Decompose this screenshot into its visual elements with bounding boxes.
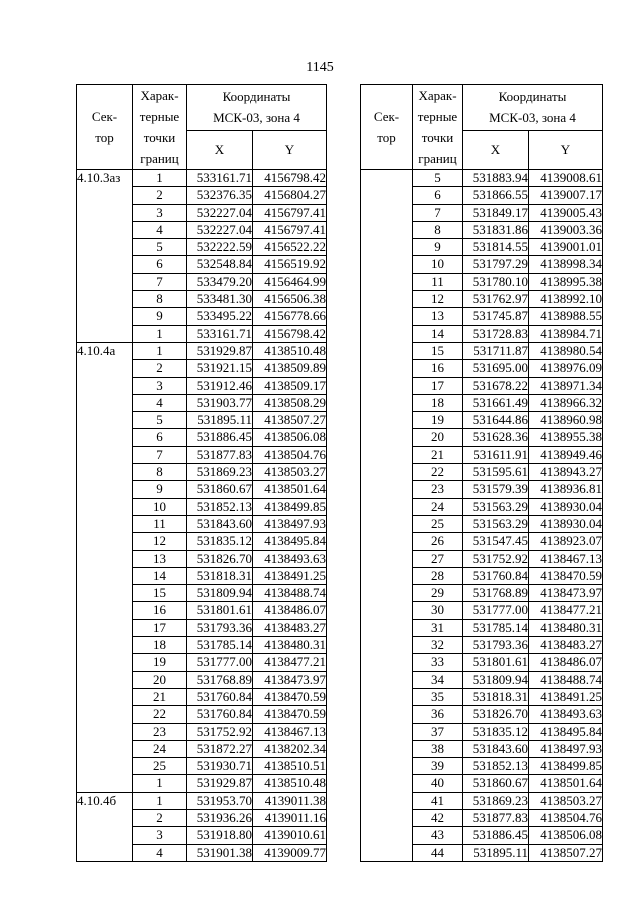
- x-cell: 531835.12: [187, 533, 253, 550]
- y-cell: 4138998.34: [529, 256, 603, 273]
- x-cell: 531711.87: [463, 342, 529, 359]
- point-cell: 41: [413, 792, 463, 809]
- point-cell: 7: [133, 446, 187, 463]
- x-cell: 531678.22: [463, 377, 529, 394]
- y-cell: 4156464.99: [253, 273, 327, 290]
- x-cell: 531814.55: [463, 239, 529, 256]
- point-cell: 32: [413, 637, 463, 654]
- point-cell: 1: [133, 325, 187, 342]
- table-row: [77, 170, 327, 187]
- y-cell: 4138483.27: [529, 637, 603, 654]
- point-cell: 5: [133, 239, 187, 256]
- y-cell: 4139011.16: [253, 809, 327, 826]
- x-cell: 531826.70: [187, 550, 253, 567]
- x-cell: 531929.87: [187, 342, 253, 359]
- y-cell: 4138508.29: [253, 394, 327, 411]
- coords-header-line: Координаты: [498, 89, 567, 105]
- point-cell: 6: [133, 429, 187, 446]
- y-header: Y: [529, 130, 603, 169]
- coords-header: [463, 85, 603, 131]
- point-cell: 29: [413, 585, 463, 602]
- points-header: [133, 85, 187, 170]
- y-cell: 4139003.36: [529, 221, 603, 238]
- x-cell: 531563.29: [463, 498, 529, 515]
- x-cell: 531768.89: [463, 585, 529, 602]
- y-cell: 4138488.74: [253, 585, 327, 602]
- point-cell: 1: [133, 342, 187, 359]
- point-cell: 20: [413, 429, 463, 446]
- x-cell: 531849.17: [463, 204, 529, 221]
- y-cell: 4138483.27: [253, 619, 327, 636]
- x-cell: 531826.70: [463, 706, 529, 723]
- point-cell: 2: [133, 187, 187, 204]
- y-cell: 4138510.48: [253, 775, 327, 792]
- y-cell: 4139008.61: [529, 170, 603, 187]
- x-cell: 531695.00: [463, 360, 529, 377]
- x-cell: 533161.71: [187, 170, 253, 187]
- y-cell: 4138473.97: [529, 585, 603, 602]
- point-cell: 28: [413, 567, 463, 584]
- x-cell: 531762.97: [463, 291, 529, 308]
- y-cell: 4138506.08: [529, 827, 603, 844]
- point-cell: 18: [413, 394, 463, 411]
- point-cell: 1: [133, 792, 187, 809]
- sector-header: [361, 85, 413, 170]
- point-cell: 8: [133, 291, 187, 308]
- y-cell: 4138493.63: [529, 706, 603, 723]
- points-header-line: терные: [417, 109, 458, 124]
- table-row: [361, 170, 603, 187]
- points-header: [413, 85, 463, 170]
- x-cell: 531809.94: [187, 585, 253, 602]
- x-cell: 531877.83: [463, 809, 529, 826]
- sector-cell: 4.10.4а: [77, 342, 133, 792]
- x-cell: 531793.36: [463, 637, 529, 654]
- point-cell: 19: [133, 654, 187, 671]
- x-cell: 531752.92: [463, 550, 529, 567]
- x-cell: 531895.11: [187, 412, 253, 429]
- point-cell: 15: [413, 342, 463, 359]
- coordinates-table-left: [76, 84, 327, 862]
- point-cell: 23: [133, 723, 187, 740]
- point-cell: 36: [413, 706, 463, 723]
- y-cell: 4139005.43: [529, 204, 603, 221]
- x-cell: 531831.86: [463, 221, 529, 238]
- x-cell: 531801.61: [187, 602, 253, 619]
- x-cell: 531895.11: [463, 844, 529, 861]
- point-cell: 18: [133, 637, 187, 654]
- points-header-line: границ: [140, 151, 179, 166]
- point-cell: 2: [133, 360, 187, 377]
- point-cell: 43: [413, 827, 463, 844]
- x-cell: 531929.87: [187, 775, 253, 792]
- point-cell: 35: [413, 688, 463, 705]
- point-cell: 21: [413, 446, 463, 463]
- y-cell: 4138503.27: [253, 464, 327, 481]
- y-cell: 4138984.71: [529, 325, 603, 342]
- point-cell: 22: [133, 706, 187, 723]
- point-cell: 21: [133, 688, 187, 705]
- x-cell: 531595.61: [463, 464, 529, 481]
- table-header: [77, 85, 327, 170]
- point-cell: 1: [133, 775, 187, 792]
- point-cell: 34: [413, 671, 463, 688]
- x-cell: 531793.36: [187, 619, 253, 636]
- point-cell: 37: [413, 723, 463, 740]
- y-cell: 4138486.07: [253, 602, 327, 619]
- x-cell: 531745.87: [463, 308, 529, 325]
- y-cell: 4156797.41: [253, 221, 327, 238]
- x-cell: 531728.83: [463, 325, 529, 342]
- x-cell: 531866.55: [463, 187, 529, 204]
- y-cell: 4138976.09: [529, 360, 603, 377]
- x-cell: 531611.91: [463, 446, 529, 463]
- point-cell: 25: [413, 515, 463, 532]
- x-cell: 531547.45: [463, 533, 529, 550]
- point-cell: 17: [413, 377, 463, 394]
- x-cell: 532376.35: [187, 187, 253, 204]
- point-cell: 15: [133, 585, 187, 602]
- point-cell: 2: [133, 809, 187, 826]
- y-cell: 4156797.41: [253, 204, 327, 221]
- point-cell: 24: [413, 498, 463, 515]
- point-cell: 12: [133, 533, 187, 550]
- y-cell: 4156778.66: [253, 308, 327, 325]
- y-cell: 4138467.13: [529, 550, 603, 567]
- point-cell: 3: [133, 204, 187, 221]
- y-cell: 4138503.27: [529, 792, 603, 809]
- x-cell: 533161.71: [187, 325, 253, 342]
- x-cell: 531852.13: [463, 758, 529, 775]
- points-header-line: Харак-: [418, 88, 457, 103]
- point-cell: 11: [413, 273, 463, 290]
- point-cell: 6: [413, 187, 463, 204]
- point-cell: 9: [133, 308, 187, 325]
- y-cell: 4138509.17: [253, 377, 327, 394]
- y-cell: 4138509.89: [253, 360, 327, 377]
- y-cell: 4139001.01: [529, 239, 603, 256]
- y-cell: 4138473.97: [253, 671, 327, 688]
- y-cell: 4139007.17: [529, 187, 603, 204]
- point-cell: 23: [413, 481, 463, 498]
- x-cell: 531644.86: [463, 412, 529, 429]
- points-header-line: Харак-: [140, 88, 179, 103]
- point-cell: 33: [413, 654, 463, 671]
- table-row: [77, 342, 327, 359]
- x-cell: 531953.70: [187, 792, 253, 809]
- point-cell: 10: [413, 256, 463, 273]
- y-cell: 4138470.59: [253, 706, 327, 723]
- sector-header-line: Сек-: [373, 109, 400, 124]
- x-cell: 533479.20: [187, 273, 253, 290]
- y-cell: 4138493.63: [253, 550, 327, 567]
- x-cell: 531883.94: [463, 170, 529, 187]
- x-cell: 531818.31: [463, 688, 529, 705]
- coords-header-line: Координаты: [222, 89, 291, 105]
- x-cell: 531901.38: [187, 844, 253, 861]
- table-body-right: [361, 170, 603, 862]
- point-cell: 13: [413, 308, 463, 325]
- point-cell: 8: [413, 221, 463, 238]
- y-cell: 4138470.59: [253, 688, 327, 705]
- point-cell: 7: [413, 204, 463, 221]
- point-cell: 20: [133, 671, 187, 688]
- point-cell: 25: [133, 758, 187, 775]
- y-header: Y: [253, 130, 327, 169]
- point-cell: 31: [413, 619, 463, 636]
- y-cell: 4138495.84: [529, 723, 603, 740]
- point-cell: 22: [413, 464, 463, 481]
- point-cell: 16: [133, 602, 187, 619]
- point-cell: 3: [133, 827, 187, 844]
- y-cell: 4138943.27: [529, 464, 603, 481]
- x-cell: 531563.29: [463, 515, 529, 532]
- x-cell: 531877.83: [187, 446, 253, 463]
- y-cell: 4138507.27: [253, 412, 327, 429]
- point-cell: 12: [413, 291, 463, 308]
- x-cell: 532227.04: [187, 221, 253, 238]
- point-cell: 5: [413, 170, 463, 187]
- x-header: X: [463, 130, 529, 169]
- sector-header-line: Сек-: [91, 109, 118, 124]
- coordinates-table-right: [360, 84, 603, 862]
- sector-cell: 4.10.4б: [77, 792, 133, 861]
- y-cell: 4138995.38: [529, 273, 603, 290]
- x-cell: 531835.12: [463, 723, 529, 740]
- x-cell: 532222.59: [187, 239, 253, 256]
- x-cell: 531930.71: [187, 758, 253, 775]
- x-cell: 531760.84: [463, 567, 529, 584]
- x-cell: 531872.27: [187, 740, 253, 757]
- point-cell: 6: [133, 256, 187, 273]
- x-cell: 531818.31: [187, 567, 253, 584]
- x-cell: 531628.36: [463, 429, 529, 446]
- y-cell: 4138499.85: [529, 758, 603, 775]
- x-cell: 533495.22: [187, 308, 253, 325]
- y-cell: 4138480.31: [529, 619, 603, 636]
- y-cell: 4156798.42: [253, 170, 327, 187]
- x-cell: 531785.14: [463, 619, 529, 636]
- sector-cell: 4.10.3аз: [77, 170, 133, 343]
- point-cell: 4: [133, 844, 187, 861]
- x-cell: 531886.45: [463, 827, 529, 844]
- points-header-line: точки: [143, 130, 176, 145]
- coords-header: [187, 85, 327, 131]
- y-cell: 4138491.25: [529, 688, 603, 705]
- point-cell: 24: [133, 740, 187, 757]
- y-cell: 4156798.42: [253, 325, 327, 342]
- y-cell: 4138971.34: [529, 377, 603, 394]
- y-cell: 4138980.54: [529, 342, 603, 359]
- table-header: [361, 85, 603, 170]
- point-cell: 27: [413, 550, 463, 567]
- y-cell: 4138510.48: [253, 342, 327, 359]
- x-cell: 531579.39: [463, 481, 529, 498]
- y-cell: 4138495.84: [253, 533, 327, 550]
- point-cell: 39: [413, 758, 463, 775]
- y-cell: 4138949.46: [529, 446, 603, 463]
- page-number: 1145: [306, 60, 334, 75]
- x-cell: 531912.46: [187, 377, 253, 394]
- coords-header-line: МСК-03, зона 4: [213, 110, 300, 126]
- x-cell: 531918.80: [187, 827, 253, 844]
- y-cell: 4138480.31: [253, 637, 327, 654]
- y-cell: 4156519.92: [253, 256, 327, 273]
- y-cell: 4139009.77: [253, 844, 327, 861]
- point-cell: 42: [413, 809, 463, 826]
- y-cell: 4138966.32: [529, 394, 603, 411]
- y-cell: 4138506.08: [253, 429, 327, 446]
- y-cell: 4138507.27: [529, 844, 603, 861]
- table-body-left: [77, 170, 327, 862]
- x-cell: 531936.26: [187, 809, 253, 826]
- y-cell: 4138202.34: [253, 740, 327, 757]
- x-cell: 531886.45: [187, 429, 253, 446]
- point-cell: 10: [133, 498, 187, 515]
- y-cell: 4138504.76: [253, 446, 327, 463]
- points-header-line: точки: [421, 130, 454, 145]
- point-cell: 9: [413, 239, 463, 256]
- y-cell: 4138501.64: [529, 775, 603, 792]
- y-cell: 4138936.81: [529, 481, 603, 498]
- x-header: X: [187, 130, 253, 169]
- point-cell: 8: [133, 464, 187, 481]
- point-cell: 38: [413, 740, 463, 757]
- y-cell: 4138923.07: [529, 533, 603, 550]
- point-cell: 13: [133, 550, 187, 567]
- y-cell: 4138488.74: [529, 671, 603, 688]
- x-cell: 531768.89: [187, 671, 253, 688]
- x-cell: 531760.84: [187, 688, 253, 705]
- x-cell: 531809.94: [463, 671, 529, 688]
- point-cell: 19: [413, 412, 463, 429]
- x-cell: 531860.67: [463, 775, 529, 792]
- x-cell: 531785.14: [187, 637, 253, 654]
- y-cell: 4138510.51: [253, 758, 327, 775]
- y-cell: 4138499.85: [253, 498, 327, 515]
- table-row: [77, 792, 327, 809]
- x-cell: 531843.60: [463, 740, 529, 757]
- y-cell: 4138477.21: [253, 654, 327, 671]
- point-cell: 5: [133, 412, 187, 429]
- x-cell: 531801.61: [463, 654, 529, 671]
- y-cell: 4138501.64: [253, 481, 327, 498]
- x-cell: 531752.92: [187, 723, 253, 740]
- coords-header-line: МСК-03, зона 4: [489, 110, 576, 126]
- sector-header-line: тор: [95, 130, 114, 145]
- y-cell: 4139010.61: [253, 827, 327, 844]
- y-cell: 4138497.93: [253, 515, 327, 532]
- point-cell: 3: [133, 377, 187, 394]
- point-cell: 17: [133, 619, 187, 636]
- point-cell: 26: [413, 533, 463, 550]
- x-cell: 531921.15: [187, 360, 253, 377]
- point-cell: 9: [133, 481, 187, 498]
- points-header-line: границ: [418, 151, 457, 166]
- point-cell: 1: [133, 170, 187, 187]
- y-cell: 4138470.59: [529, 567, 603, 584]
- points-header-line: терные: [139, 109, 180, 124]
- x-cell: 531780.10: [463, 273, 529, 290]
- point-cell: 44: [413, 844, 463, 861]
- y-cell: 4138486.07: [529, 654, 603, 671]
- x-cell: 531869.23: [187, 464, 253, 481]
- point-cell: 30: [413, 602, 463, 619]
- x-cell: 532548.84: [187, 256, 253, 273]
- x-cell: 531903.77: [187, 394, 253, 411]
- x-cell: 531843.60: [187, 515, 253, 532]
- sector-cell: [361, 170, 413, 862]
- y-cell: 4139011.38: [253, 792, 327, 809]
- y-cell: 4138504.76: [529, 809, 603, 826]
- y-cell: 4138955.38: [529, 429, 603, 446]
- point-cell: 16: [413, 360, 463, 377]
- y-cell: 4156506.38: [253, 291, 327, 308]
- x-cell: 531661.49: [463, 394, 529, 411]
- y-cell: 4138930.04: [529, 498, 603, 515]
- point-cell: 7: [133, 273, 187, 290]
- y-cell: 4138491.25: [253, 567, 327, 584]
- y-cell: 4138992.10: [529, 291, 603, 308]
- x-cell: 531797.29: [463, 256, 529, 273]
- y-cell: 4156804.27: [253, 187, 327, 204]
- y-cell: 4138467.13: [253, 723, 327, 740]
- y-cell: 4138930.04: [529, 515, 603, 532]
- x-cell: 531777.00: [187, 654, 253, 671]
- x-cell: 531777.00: [463, 602, 529, 619]
- x-cell: 533481.30: [187, 291, 253, 308]
- sector-header: [77, 85, 133, 170]
- y-cell: 4156522.22: [253, 239, 327, 256]
- x-cell: 532227.04: [187, 204, 253, 221]
- x-cell: 531852.13: [187, 498, 253, 515]
- y-cell: 4138497.93: [529, 740, 603, 757]
- x-cell: 531860.67: [187, 481, 253, 498]
- sector-header-line: тор: [377, 130, 396, 145]
- y-cell: 4138988.55: [529, 308, 603, 325]
- point-cell: 40: [413, 775, 463, 792]
- point-cell: 11: [133, 515, 187, 532]
- x-cell: 531760.84: [187, 706, 253, 723]
- x-cell: 531869.23: [463, 792, 529, 809]
- y-cell: 4138477.21: [529, 602, 603, 619]
- point-cell: 14: [133, 567, 187, 584]
- point-cell: 14: [413, 325, 463, 342]
- point-cell: 4: [133, 221, 187, 238]
- point-cell: 4: [133, 394, 187, 411]
- y-cell: 4138960.98: [529, 412, 603, 429]
